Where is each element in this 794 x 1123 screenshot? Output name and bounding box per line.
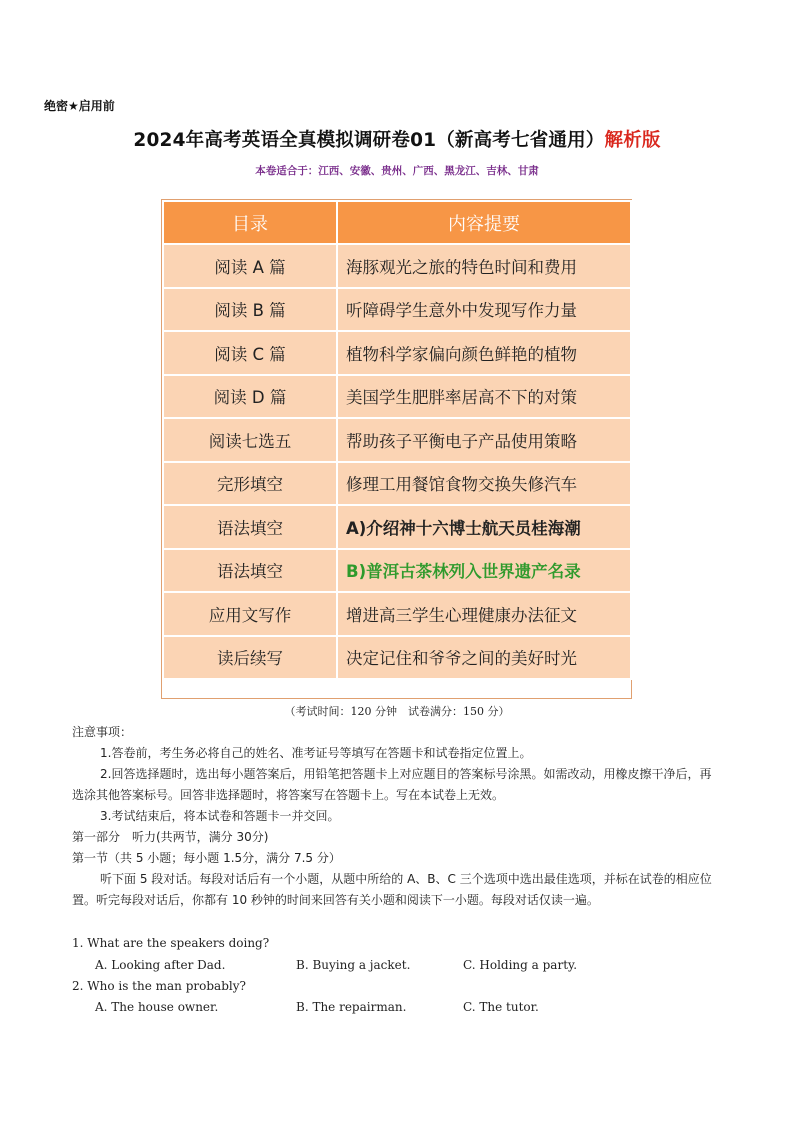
summary-cell: 海豚观光之旅的特色时间和费用 — [337, 244, 631, 288]
contents-table — [162, 200, 632, 680]
table-row — [163, 331, 631, 375]
summary-cell: B)普洱古茶林列入世界遗产名录 — [337, 549, 631, 593]
summary-cell: 修理工用餐馆食物交换失修汽车 — [337, 462, 631, 506]
section-cell: 应用文写作 — [163, 592, 337, 636]
page-title — [0, 126, 794, 152]
table-row — [163, 418, 631, 462]
question-2-option-b: B. The repairman. — [296, 1000, 407, 1014]
table-row — [163, 636, 631, 680]
title-main: 2024年高考英语全真模拟调研卷01（新高考七省通用） — [133, 130, 605, 151]
note-item-2: 2.回答选择题时，选出每小题答案后，用铅笔把答题卡上对应题目的答案标号涂黑。如需改动，用橡皮擦干净后，再选涂其他答案标号。回答非选择题时，将答案写在答题卡上。写在本试卷上无效。 — [72, 767, 712, 802]
note-item-1: 1.答卷前，考生务必将自己的姓名、准考证号等填写在答题卡和试卷指定位置上。 — [100, 746, 532, 760]
confidential-label: 绝密★启用前 — [44, 99, 115, 113]
summary-cell: 增进高三学生心理健康办法征文 — [337, 592, 631, 636]
part1-heading: 第一部分 听力(共两节，满分 30分) — [72, 830, 269, 844]
table-row — [163, 592, 631, 636]
table-row — [163, 375, 631, 419]
question-1-option-b: B. Buying a jacket. — [296, 958, 411, 972]
table-row — [163, 549, 631, 593]
section-cell: 阅读 A 篇 — [163, 244, 337, 288]
summary-cell: 美国学生肥胖率居高不下的对策 — [337, 375, 631, 419]
section1-heading: 第一节（共 5 小题；每小题 1.5分，满分 7.5 分） — [72, 851, 341, 865]
question-1-option-a: A. Looking after Dad. — [95, 958, 226, 972]
summary-cell: 帮助孩子平衡电子产品使用策略 — [337, 418, 631, 462]
section-cell: 阅读七选五 — [163, 418, 337, 462]
header-summary: 内容提要 — [337, 201, 631, 244]
question-1-stem: 1. What are the speakers doing? — [72, 936, 270, 950]
summary-cell: 决定记住和爷爷之间的美好时光 — [337, 636, 631, 680]
table-header-row — [163, 201, 631, 244]
header-catalog: 目录 — [163, 201, 337, 244]
question-1-option-c: C. Holding a party. — [463, 958, 578, 972]
title-tag: 解析版 — [604, 130, 661, 151]
section-cell: 读后续写 — [163, 636, 337, 680]
section-cell: 语法填空 — [163, 505, 337, 549]
section-cell: 完形填空 — [163, 462, 337, 506]
table-row — [163, 462, 631, 506]
applicable-provinces: 本卷适合于：江西、安徽、贵州、广西、黑龙江、吉林、甘肃 — [255, 165, 539, 177]
question-2-stem: 2. Who is the man probably? — [72, 979, 246, 993]
question-2-option-c: C. The tutor. — [463, 1000, 539, 1014]
section-cell: 阅读 C 篇 — [163, 331, 337, 375]
exam-time-score: （考试时间：120 分钟 试卷满分：150 分） — [284, 705, 510, 718]
summary-cell: A)介绍神十六博士航天员桂海潮 — [337, 505, 631, 549]
listening-instructions: 听下面 5 段对话。每段对话后有一个小题，从题中所给的 A、B、C 三个选项中选出最佳选项，并标在试卷的相应位置。听完每段对话后，你都有 10 秒钟的时间来回答有关小题和阅读下一小题。每段对话仅读一遍。 — [72, 872, 712, 907]
section-cell: 语法填空 — [163, 549, 337, 593]
table-row — [163, 244, 631, 288]
notes-heading: 注意事项： — [72, 725, 133, 739]
section-cell: 阅读 D 篇 — [163, 375, 337, 419]
note-item-3: 3.考试结束后，将本试卷和答题卡一并交回。 — [100, 809, 340, 823]
table-row — [163, 288, 631, 332]
summary-cell: 植物科学家偏向颜色鲜艳的植物 — [337, 331, 631, 375]
table-row — [163, 505, 631, 549]
summary-cell: 听障碍学生意外中发现写作力量 — [337, 288, 631, 332]
question-2-option-a: A. The house owner. — [95, 1000, 219, 1014]
section-cell: 阅读 B 篇 — [163, 288, 337, 332]
